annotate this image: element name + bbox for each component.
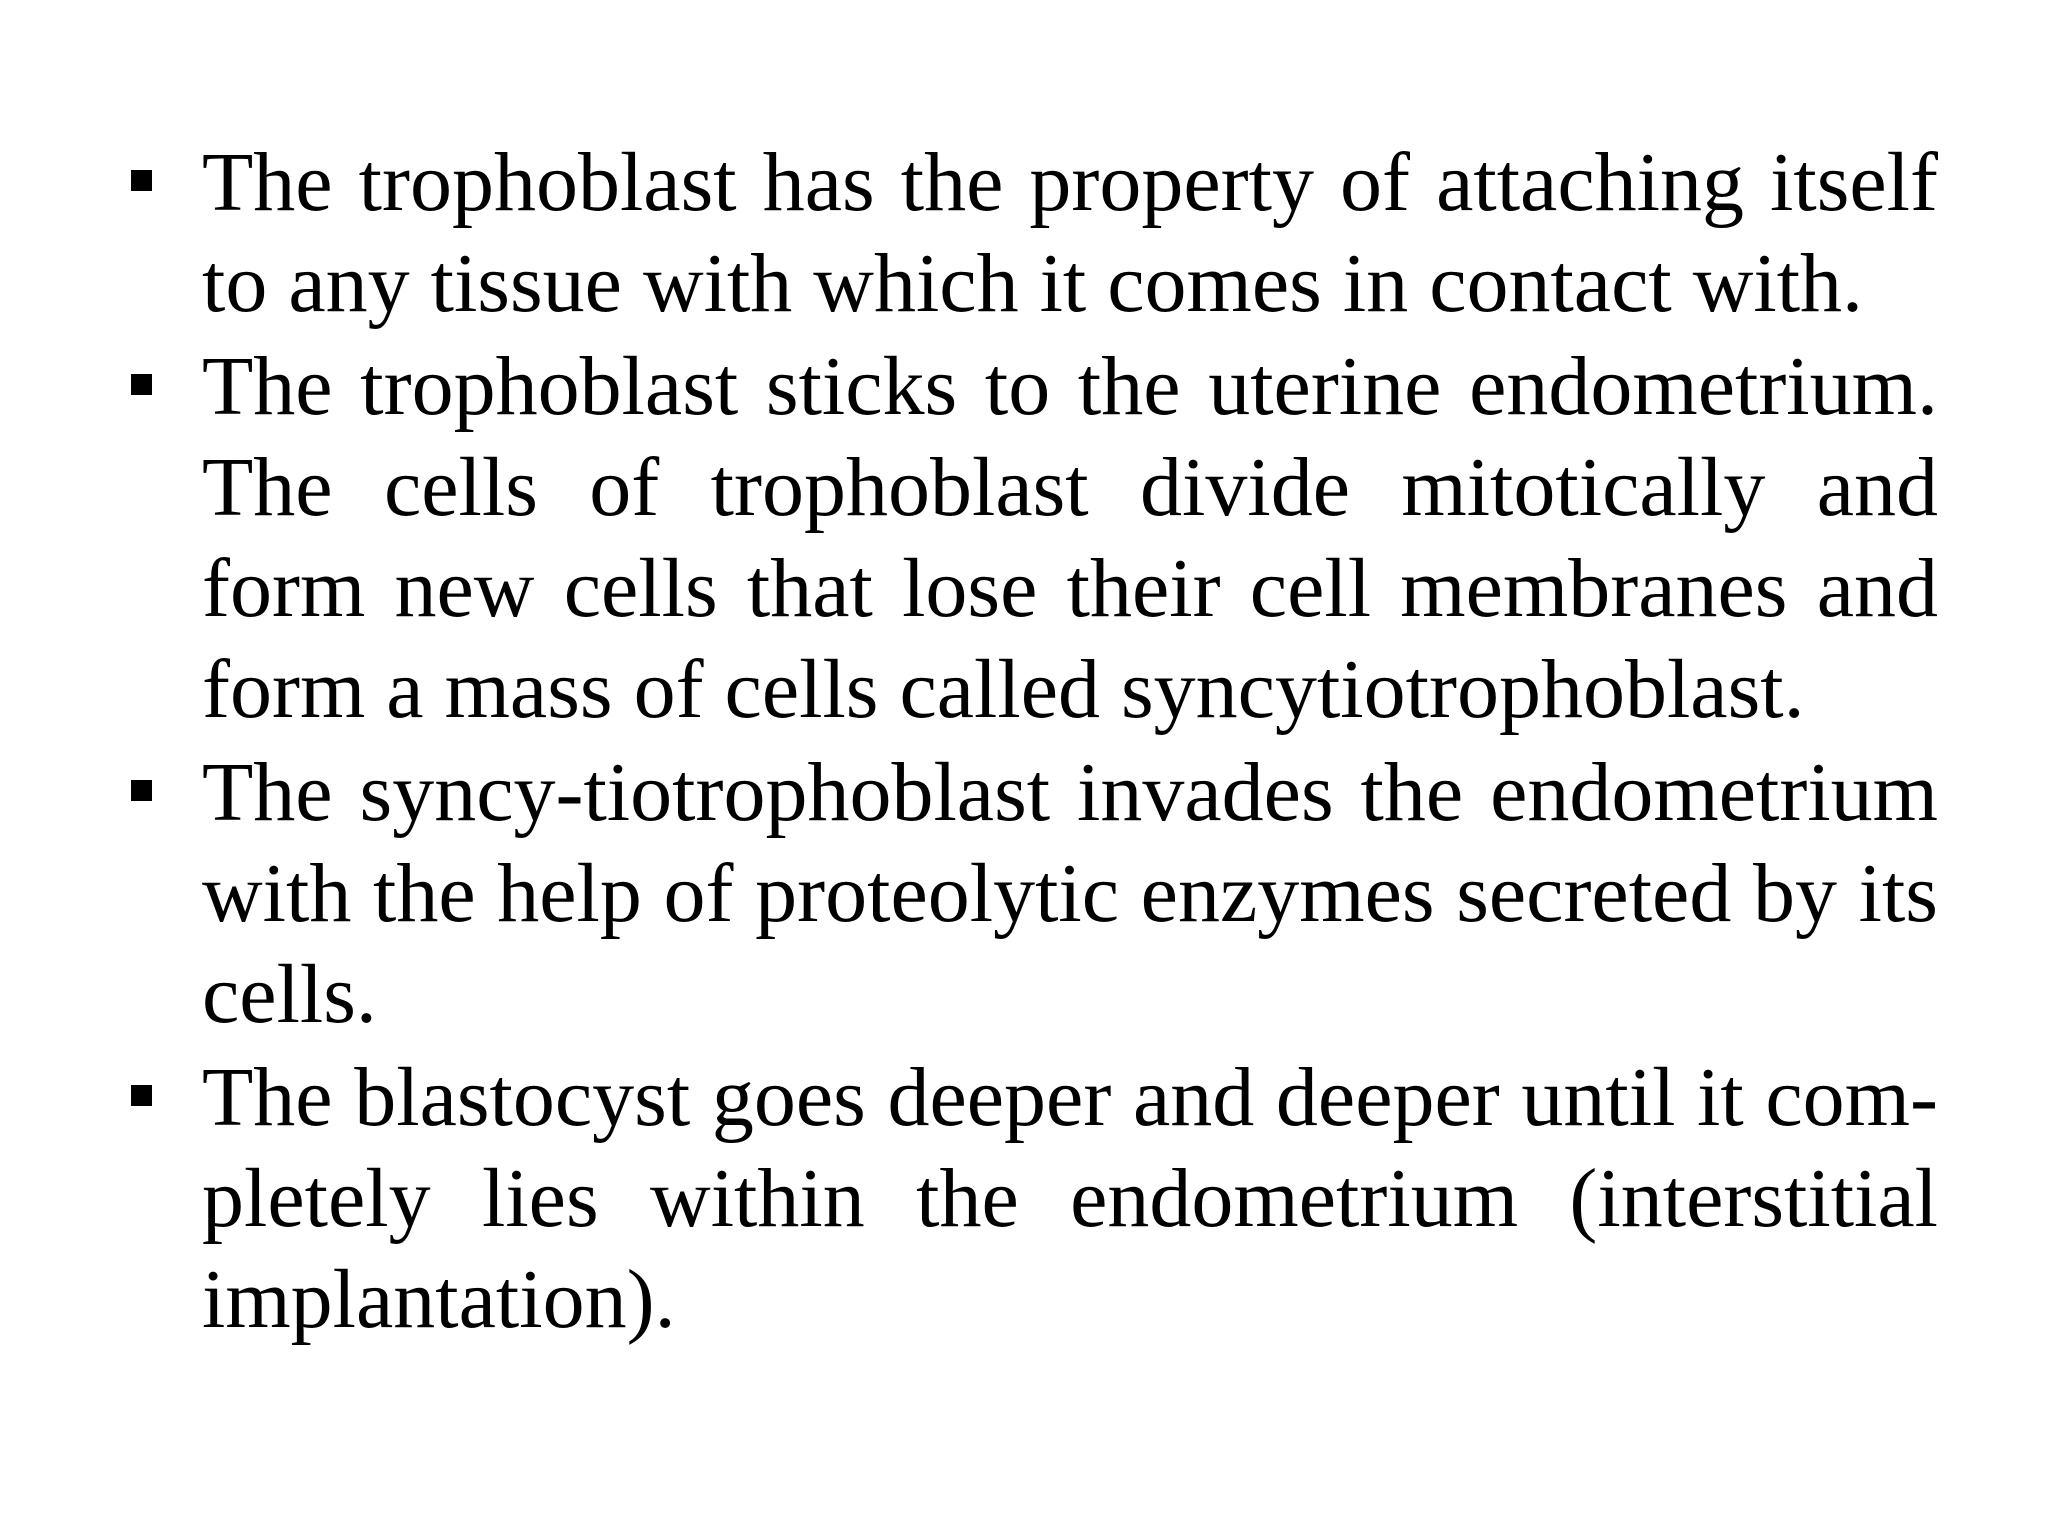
square-bullet-icon bbox=[131, 374, 152, 395]
bullet-text-4: The blastocyst goes deeper and deeper until it com-pletely lies within the endometrium (interstitial implantation). bbox=[202, 1051, 1938, 1346]
square-bullet-icon bbox=[131, 170, 152, 191]
bullet-item-1 bbox=[128, 132, 1938, 334]
bullet-item-3 bbox=[128, 742, 1938, 1045]
bullet-list bbox=[128, 132, 1938, 1352]
bullet-text-2: The trophoblast sticks to the uterine endometrium. The cells of trophoblast divide mitotically and form new cells that lose their cell membranes and form a mass of cells called syncytiotrophoblast. bbox=[202, 340, 1938, 736]
bullet-text-3: The syncy-tiotrophoblast invades the endometrium with the help of proteolytic enzymes secreted by its cells. bbox=[202, 746, 1938, 1041]
bullet-text-1: The trophoblast has the property of attaching itself to any tissue with which it comes in contact with. bbox=[202, 136, 1938, 330]
square-bullet-icon bbox=[131, 780, 152, 801]
square-bullet-icon bbox=[131, 1085, 152, 1106]
bullet-item-2 bbox=[128, 336, 1938, 740]
bullet-item-4 bbox=[128, 1047, 1938, 1350]
